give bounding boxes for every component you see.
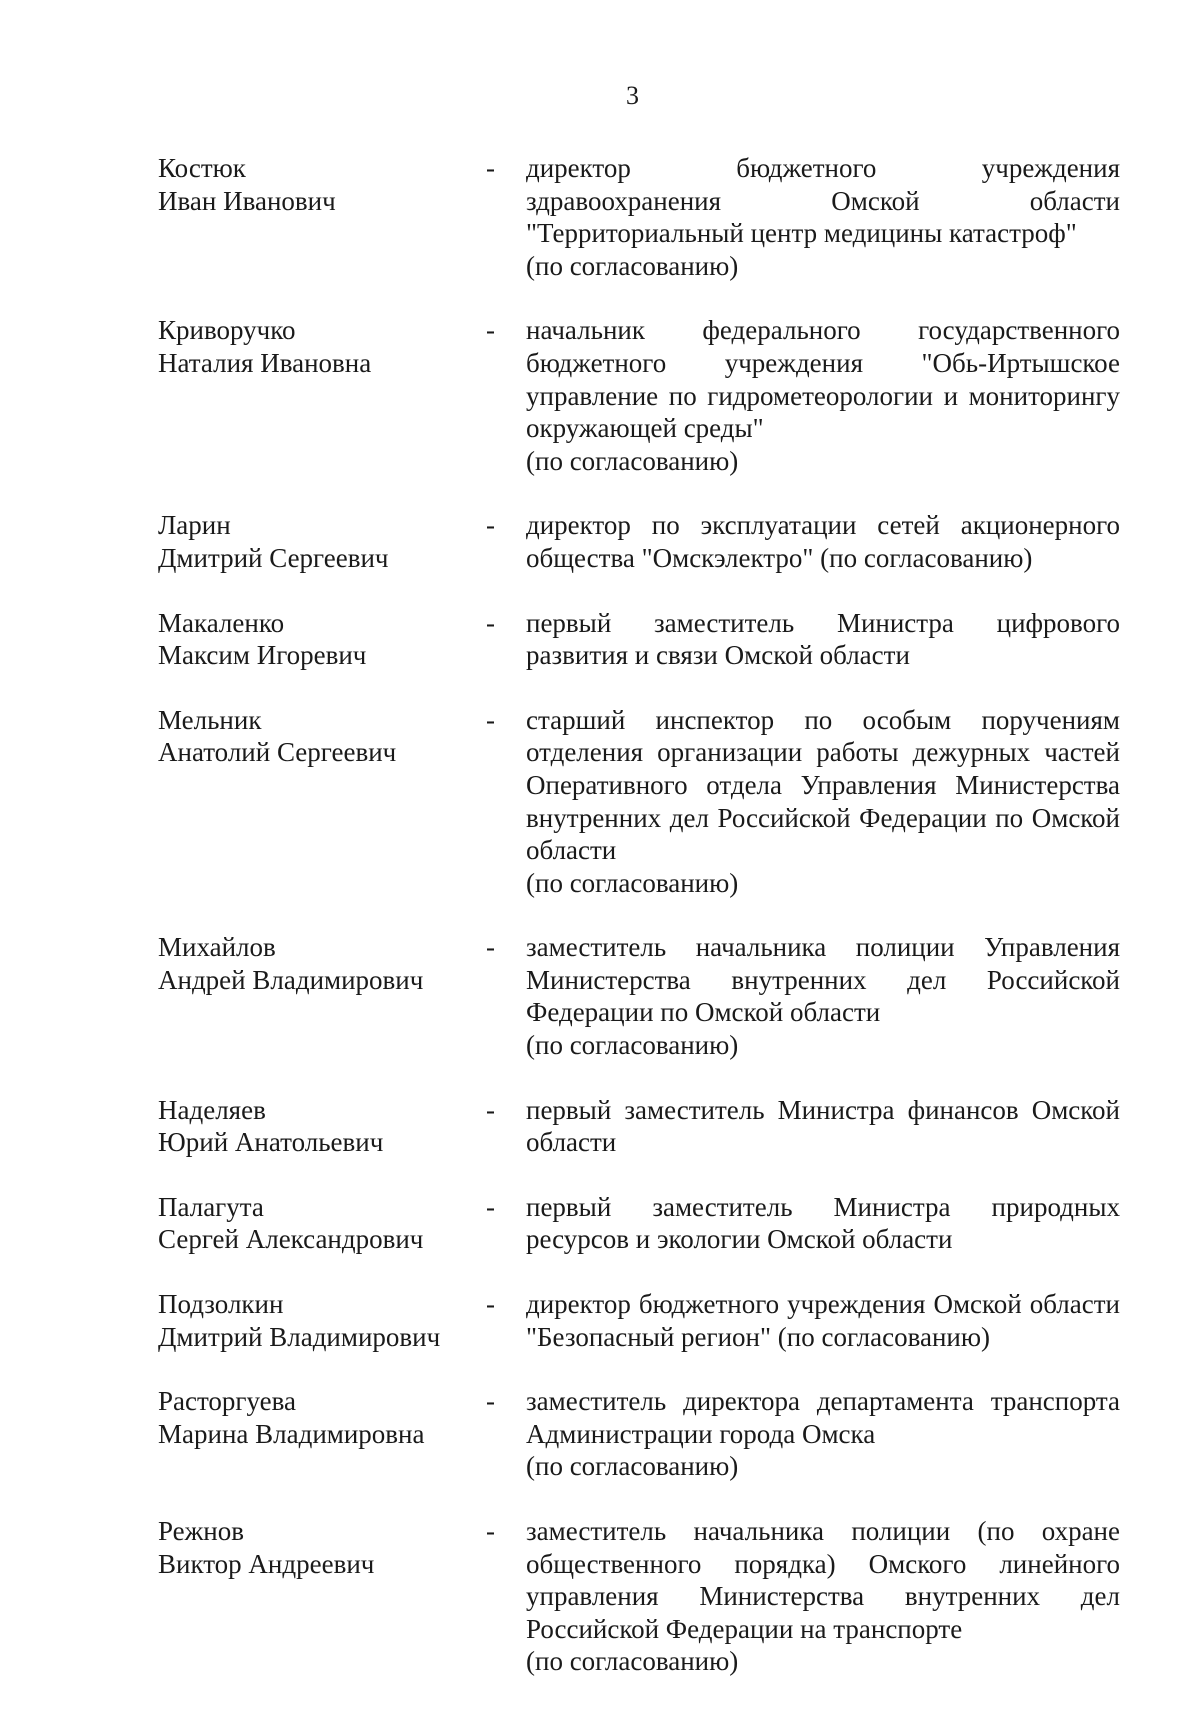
surname: Михайлов [158, 932, 276, 963]
given-name: Дмитрий Владимирович [158, 1321, 441, 1352]
position-text: директор бюджетного учреждения здравоохранения Омской области "Территориальный центр медицины катастроф" [526, 153, 1120, 249]
given-name: Дмитрий Сергеевич [158, 542, 389, 573]
list-item [158, 314, 1120, 477]
member-name [158, 152, 486, 217]
dash: - [486, 1516, 495, 1546]
dash: - [486, 1094, 495, 1125]
position-text: начальник федерального государственного бюджетного учреждения "Обь-Иртышское управление по гидрометеорологии и мониторингу окружающей среды" [526, 315, 1120, 444]
position-text: первый заместитель Министра цифрового развития и связи Омской области [526, 607, 1120, 671]
dash: - [486, 704, 495, 735]
surname: Костюк [158, 153, 246, 183]
page-number: 3 [626, 81, 639, 110]
surname: Наделяев [158, 1094, 266, 1125]
members-list [158, 152, 1120, 1710]
list-item [158, 931, 1120, 1061]
position-note: (по согласованию) [526, 1030, 739, 1061]
list-item [158, 1191, 1120, 1256]
list-item [158, 1515, 1120, 1678]
given-name: Наталия Ивановна [158, 347, 372, 378]
position-text: заместитель директора департамента транспорта Администрации города Омска [526, 1386, 1120, 1449]
given-name: Андрей Владимирович [158, 964, 424, 995]
member-position [526, 152, 1120, 282]
member-name [158, 509, 486, 574]
given-name: Максим Игоревич [158, 640, 367, 671]
member-position [526, 607, 1120, 672]
given-name: Юрий Анатольевич [158, 1127, 384, 1158]
dash: - [486, 1289, 495, 1320]
member-position [526, 704, 1120, 900]
list-item [158, 1288, 1120, 1353]
dash: - [486, 1386, 495, 1417]
surname: Расторгуева [158, 1386, 297, 1417]
surname: Мельник [158, 704, 262, 735]
member-position [526, 314, 1120, 477]
surname: Подзолкин [158, 1289, 284, 1320]
given-name: Иван Иванович [158, 185, 336, 216]
dash: - [486, 932, 495, 963]
member-name [158, 931, 486, 996]
position-note: (по согласованию) [526, 1451, 739, 1482]
list-item [158, 152, 1120, 282]
list-item [158, 704, 1120, 900]
position-text: первый заместитель Министра финансов Омской области [526, 1094, 1120, 1158]
member-name [158, 1385, 486, 1450]
member-position [526, 1288, 1120, 1353]
position-text: старший инспектор по особым поручениям отделения организации работы дежурных частей Оперативного отдела Управления Министерства внутренних дел Российской Федерации по Омской области [526, 704, 1120, 866]
member-position [526, 931, 1120, 1061]
list-item [158, 1094, 1120, 1159]
surname: Криворучко [158, 315, 296, 346]
member-name [158, 1515, 486, 1580]
surname: Режнов [158, 1516, 244, 1546]
given-name: Сергей Александрович [158, 1224, 424, 1255]
list-item [158, 509, 1120, 574]
list-item [158, 1385, 1120, 1483]
member-position [526, 1191, 1120, 1256]
position-text: заместитель начальника полиции (по охране общественного порядка) Омского линейного управления Министерства внутренних дел Российской Федерации на транспорте [526, 1516, 1120, 1644]
given-name: Анатолий Сергеевич [158, 737, 397, 768]
member-name [158, 1191, 486, 1256]
surname: Макаленко [158, 607, 285, 638]
member-position [526, 509, 1120, 574]
member-name [158, 1288, 486, 1353]
position-text: заместитель начальника полиции Управления Министерства внутренних дел Российской Федерации по Омской области [526, 932, 1120, 1028]
member-name [158, 607, 486, 672]
position-note: (по согласованию) [526, 250, 739, 281]
given-name: Марина Владимировна [158, 1418, 425, 1449]
dash: - [486, 1191, 495, 1222]
member-position [526, 1094, 1120, 1159]
member-position [526, 1385, 1120, 1483]
position-text: первый заместитель Министра природных ресурсов и экологии Омской области [526, 1191, 1120, 1255]
position-note: (по согласованию) [526, 1646, 739, 1677]
member-position [526, 1515, 1120, 1678]
position-text: директор по эксплуатации сетей акционерного общества "Омскэлектро" (по согласованию) [526, 510, 1120, 573]
position-text: директор бюджетного учреждения Омской области "Безопасный регион" (по согласованию) [526, 1289, 1120, 1352]
position-note: (по согласованию) [526, 867, 739, 898]
position-note: (по согласованию) [526, 445, 739, 476]
given-name: Виктор Андреевич [158, 1548, 375, 1579]
list-item [158, 607, 1120, 672]
dash: - [486, 510, 495, 541]
surname: Ларин [158, 510, 231, 541]
dash: - [486, 607, 495, 638]
member-name [158, 314, 486, 379]
member-name [158, 704, 486, 769]
surname: Палагута [158, 1191, 264, 1222]
member-name [158, 1094, 486, 1159]
dash: - [486, 153, 495, 183]
dash: - [486, 315, 495, 346]
